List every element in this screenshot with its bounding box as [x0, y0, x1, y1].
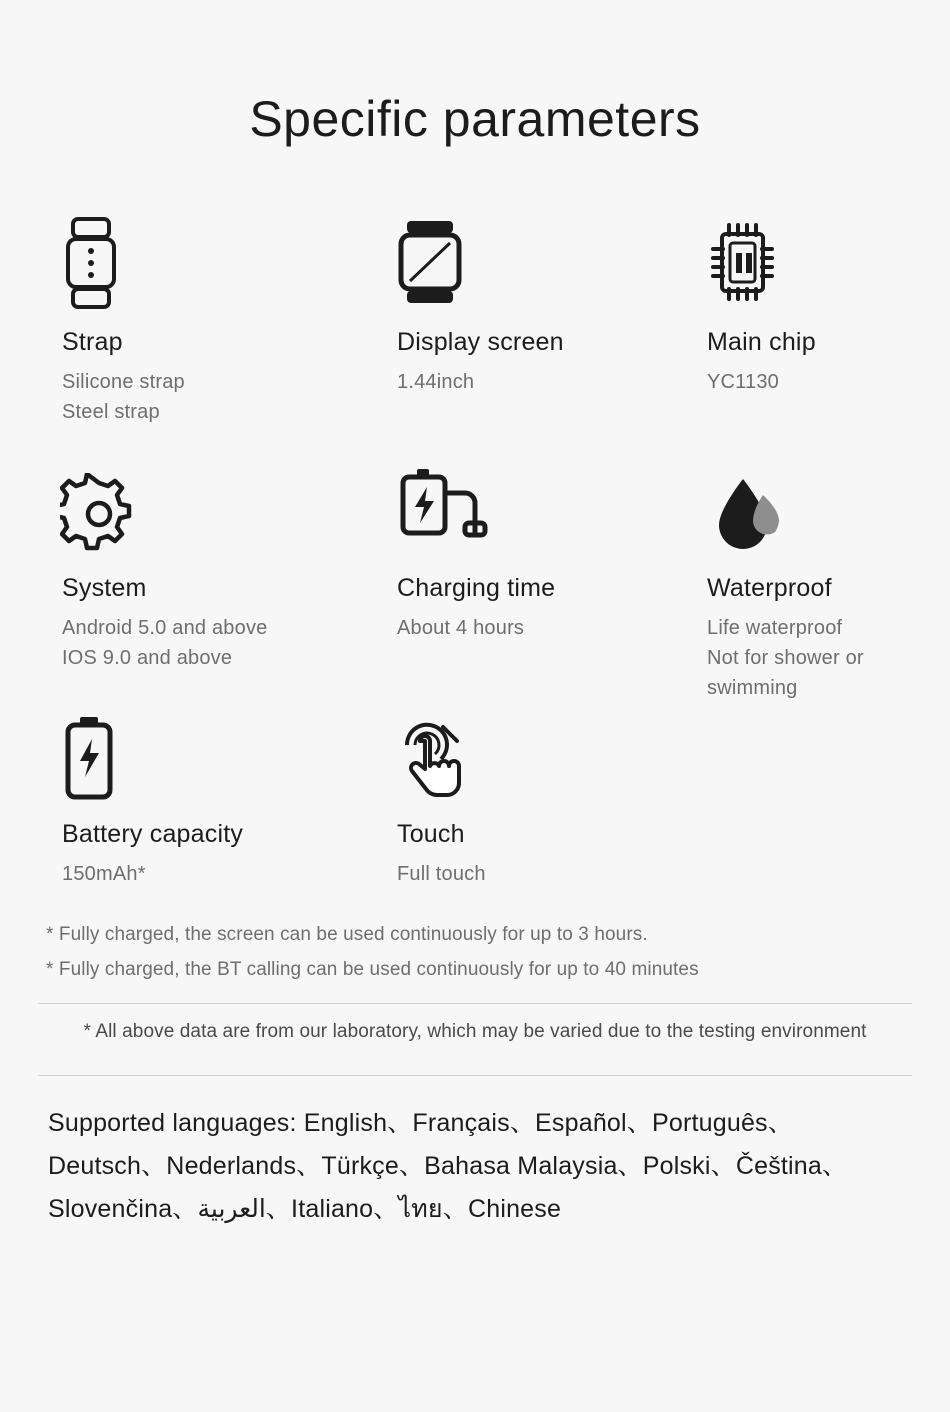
spec-item-touch — [373, 705, 683, 895]
supported-languages — [48, 1102, 912, 1231]
spec-sub — [62, 859, 361, 889]
footnote: * Fully charged, the BT calling can be used continuously for up to 40 minutes — [46, 959, 699, 981]
strap-icon — [60, 213, 361, 309]
spec-item-charging-time — [373, 459, 683, 705]
spec-sub — [397, 613, 671, 643]
chip-icon — [705, 213, 900, 309]
spec-sub — [707, 613, 900, 703]
lab-note: * All above data are from our laboratory, which may be varied due to the testing environment — [83, 1021, 867, 1043]
spec-sub — [62, 613, 361, 673]
display-screen-icon — [395, 213, 671, 309]
spec-title: Charging time — [397, 574, 556, 602]
spec-sub-line: Android 5.0 and above — [62, 617, 268, 640]
spec-item-display-screen — [373, 213, 683, 459]
spec-title: Display screen — [397, 328, 564, 356]
language-line: Supported languages: English、Français、Español、Português、 — [48, 1109, 793, 1138]
charging-icon — [395, 459, 671, 555]
spec-item-system — [38, 459, 373, 705]
specs-grid — [38, 213, 912, 895]
spec-title: System — [62, 574, 147, 602]
spec-sub — [707, 367, 900, 397]
spec-item-waterproof — [683, 459, 912, 705]
spec-sub — [62, 367, 361, 427]
spec-item-strap — [38, 213, 373, 459]
battery-icon — [60, 705, 361, 801]
water-drop-icon — [705, 459, 900, 555]
footnote: * Fully charged, the screen can be used continuously for up to 3 hours. — [46, 924, 648, 945]
spec-item-battery-capacity — [38, 705, 373, 895]
spec-sub-line: swimming — [707, 677, 798, 700]
spec-sub-line: Full touch — [397, 863, 486, 886]
spec-sub-line: 1.44inch — [397, 371, 475, 394]
spec-sub-line: Life waterproof — [707, 617, 843, 640]
spec-item-main-chip — [683, 213, 912, 459]
spec-sub-line: YC1130 — [707, 371, 779, 394]
spec-sub-line: About 4 hours — [397, 617, 525, 640]
language-line: Deutsch、Nederlands、Türkçe、Bahasa Malaysia、Polski、Čeština、 — [48, 1152, 848, 1181]
divider-bottom — [38, 1075, 912, 1076]
page-title: Specific parameters — [249, 91, 701, 147]
spec-sub — [397, 367, 671, 397]
spec-title: Waterproof — [707, 574, 832, 602]
spec-sub-line: Silicone strap — [62, 371, 185, 394]
spec-sub-line: Steel strap — [62, 401, 160, 424]
footnotes — [46, 917, 912, 987]
spec-title: Battery capacity — [62, 820, 244, 848]
spec-sub-line: IOS 9.0 and above — [62, 647, 233, 670]
spec-title: Strap — [62, 328, 123, 356]
spec-sub-line: 150mAh* — [62, 863, 146, 886]
spec-sub-line: Not for shower or — [707, 647, 864, 670]
language-line: Slovenčina、العربية、Italiano、ไทย、Chinese — [48, 1195, 562, 1224]
spec-sub — [397, 859, 671, 889]
touch-icon — [395, 705, 671, 801]
spec-title: Main chip — [707, 328, 816, 356]
gear-icon — [60, 459, 361, 555]
spec-title: Touch — [397, 820, 465, 848]
